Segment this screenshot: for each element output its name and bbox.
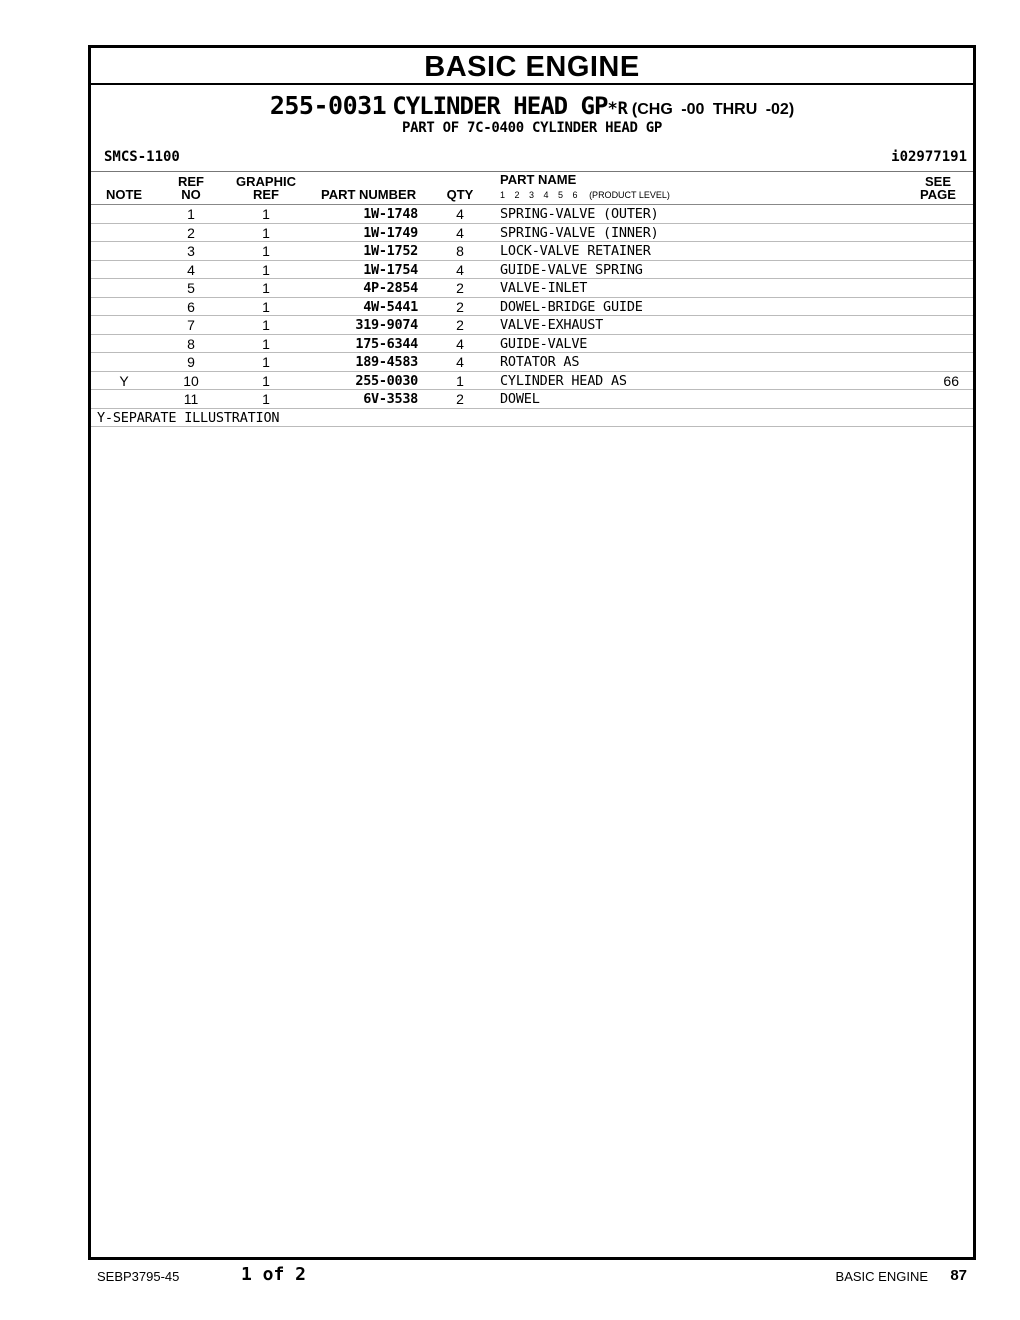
page-number: 87	[950, 1267, 967, 1284]
part-number-cell: 1W-1752	[363, 243, 418, 259]
header-product-levels	[500, 190, 670, 200]
document-id: SEBP3795-45	[97, 1269, 180, 1284]
page-frame	[88, 45, 976, 1260]
part-number-cell: 1W-1749	[363, 224, 418, 241]
graphic-ref-cell: 1	[262, 372, 270, 389]
table-row	[91, 279, 973, 298]
graphic-ref-cell: 1	[262, 335, 270, 352]
qty-cell: 4	[456, 335, 464, 352]
see-page-cell	[919, 224, 959, 242]
header-graphic-top: GRAPHIC	[236, 174, 296, 189]
ref-no-cell: 5	[187, 280, 195, 296]
footer-section: BASIC ENGINE	[835, 1269, 928, 1284]
ref-no-cell: 7	[187, 317, 195, 333]
part-name-cell: VALVE-INLET	[500, 280, 588, 296]
footnote	[91, 409, 973, 428]
table-row	[91, 335, 973, 354]
see-page-cell	[919, 353, 959, 371]
graphic-ref-cell: 1	[262, 280, 270, 296]
see-page-cell	[919, 316, 959, 334]
qty-cell: 4	[456, 354, 464, 370]
note-cell	[91, 353, 157, 371]
qty-cell: 1	[456, 372, 464, 389]
part-name-cell: VALVE-EXHAUST	[500, 317, 604, 333]
header-qty: QTY	[446, 187, 474, 202]
part-name-cell: CYLINDER HEAD AS	[500, 372, 627, 389]
note-cell	[91, 335, 157, 353]
table-row	[91, 353, 973, 372]
header-see-bottom: PAGE	[920, 187, 956, 202]
note-cell	[91, 298, 157, 316]
ref-no-cell: 1	[187, 206, 195, 222]
part-name-cell: DOWEL-BRIDGE GUIDE	[500, 298, 643, 315]
note-cell	[91, 390, 157, 408]
note-cell	[91, 279, 157, 297]
footnote-text: Y-SEPARATE ILLUSTRATION	[97, 409, 280, 426]
part-number-cell: 319-9074	[355, 317, 418, 333]
table-row	[91, 390, 973, 409]
table-row	[91, 205, 973, 224]
note-cell	[91, 242, 157, 260]
see-page-cell	[919, 261, 959, 279]
ref-no-cell: 10	[183, 372, 199, 389]
table-row	[91, 242, 973, 261]
table-row	[91, 224, 973, 243]
ref-no-cell: 11	[183, 391, 199, 407]
group-flag: *R	[607, 99, 628, 119]
illustration-id: i02977191	[891, 149, 967, 165]
group-change-range: (CHG -00 THRU -02)	[631, 101, 795, 118]
part-of-line: PART OF 7C-0400 CYLINDER HEAD GP	[401, 120, 663, 136]
graphic-ref-cell: 1	[262, 261, 270, 278]
header-ref-bottom: NO	[181, 187, 201, 202]
table-row	[91, 372, 973, 391]
table-header	[91, 171, 973, 205]
see-page-cell	[919, 205, 959, 223]
graphic-ref-cell: 1	[262, 206, 270, 222]
smcs-code: SMCS-1100	[104, 149, 180, 165]
graphic-ref-cell: 1	[262, 243, 270, 259]
note-cell	[91, 224, 157, 242]
graphic-ref-cell: 1	[262, 354, 270, 370]
see-page-cell	[919, 390, 959, 408]
product-level-label: (PRODUCT LEVEL)	[589, 190, 670, 200]
header-graphic-bottom: REF	[253, 187, 279, 202]
qty-cell: 2	[456, 298, 464, 315]
header-part-number: PART NUMBER	[321, 187, 417, 202]
part-number-cell: 4W-5441	[363, 298, 418, 315]
graphic-ref-cell: 1	[262, 391, 270, 407]
graphic-ref-cell: 1	[262, 224, 270, 241]
part-name-cell: SPRING-VALVE (INNER)	[500, 224, 659, 241]
part-number-cell: 6V-3538	[363, 391, 418, 407]
group-number: 255-0031	[269, 91, 387, 120]
note-cell	[91, 316, 157, 334]
qty-cell: 2	[456, 317, 464, 333]
ref-no-cell: 2	[187, 224, 195, 241]
part-number-cell: 4P-2854	[363, 280, 418, 296]
part-name-cell: GUIDE-VALVE SPRING	[500, 261, 643, 278]
parts-table-body	[91, 205, 973, 409]
group-name: CYLINDER HEAD GP	[392, 92, 608, 120]
ref-no-cell: 6	[187, 298, 195, 315]
ref-no-cell: 9	[187, 354, 195, 370]
table-row	[91, 298, 973, 317]
group-title	[91, 93, 973, 119]
page-of-count: 1 of 2	[241, 1264, 307, 1285]
ref-no-cell: 4	[187, 261, 195, 278]
graphic-ref-cell: 1	[262, 298, 270, 315]
table-row	[91, 316, 973, 335]
part-number-cell: 175-6344	[355, 335, 418, 352]
table-row	[91, 261, 973, 280]
qty-cell: 4	[456, 206, 464, 222]
part-number-cell: 1W-1754	[363, 261, 418, 278]
qty-cell: 2	[456, 280, 464, 296]
part-name-cell: DOWEL	[500, 391, 540, 407]
part-name-cell: LOCK-VALVE RETAINER	[500, 243, 651, 259]
part-name-cell: GUIDE-VALVE	[500, 335, 588, 352]
header-part-name: PART NAME	[500, 172, 577, 187]
note-cell: Y	[119, 372, 129, 389]
part-number-cell: 255-0030	[355, 372, 418, 389]
ref-no-cell: 3	[187, 243, 195, 259]
part-number-cell: 189-4583	[355, 354, 418, 370]
product-level-numbers: 1 2 3 4 5 6	[500, 190, 578, 200]
qty-cell: 2	[456, 391, 464, 407]
qty-cell: 8	[456, 243, 464, 259]
header-note: NOTE	[105, 187, 143, 202]
part-name-cell: ROTATOR AS	[500, 354, 580, 370]
qty-cell: 4	[456, 224, 464, 241]
part-name-cell: SPRING-VALVE (OUTER)	[500, 206, 659, 222]
see-page-cell	[919, 279, 959, 297]
see-page-cell	[919, 335, 959, 353]
header-see-top: SEE	[924, 174, 951, 189]
id-line	[91, 147, 973, 171]
note-cell	[91, 205, 157, 223]
header-ref-top: REF	[178, 174, 204, 189]
see-page-cell: 66	[943, 372, 959, 389]
section-title: BASIC ENGINE	[91, 48, 973, 85]
see-page-cell	[919, 242, 959, 260]
see-page-cell	[919, 298, 959, 316]
ref-no-cell: 8	[187, 335, 195, 352]
part-number-cell: 1W-1748	[363, 206, 418, 222]
graphic-ref-cell: 1	[262, 317, 270, 333]
note-cell	[91, 261, 157, 279]
qty-cell: 4	[456, 261, 464, 278]
